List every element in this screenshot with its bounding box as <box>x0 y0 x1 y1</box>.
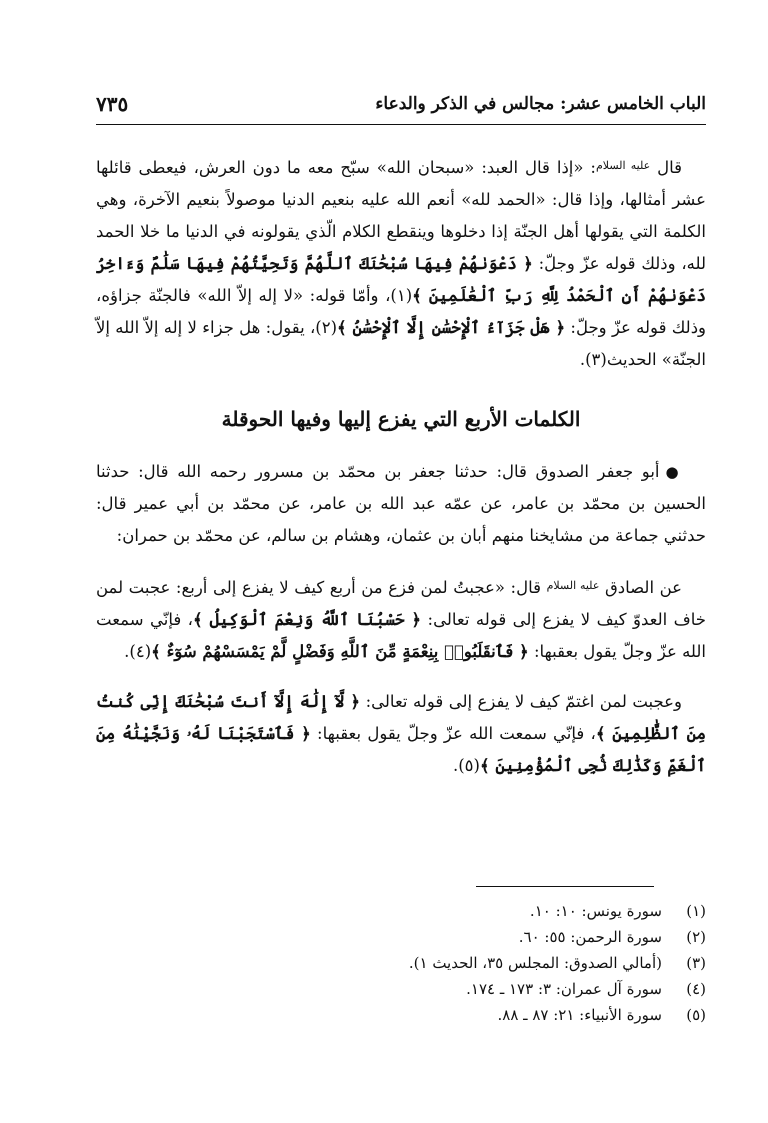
quran-verse: ﴿ لَّآ إِلَٰهَ إِلَّآ أَنتَ سُبْحَٰنَكَ إِنِّى كُنتُ مِنَ ٱلظَّٰلِمِينَ ﴾ <box>96 692 707 743</box>
footnote <box>96 950 706 976</box>
text-run: وعجبت لمن اغتمّ كيف لا يفزع إلى قوله تعالى: <box>360 692 682 711</box>
header-rule <box>96 124 706 125</box>
footnote-number: (١) <box>686 902 706 920</box>
salutation-mark: عليه السلام <box>546 579 600 592</box>
chapter-title: الباب الخامس عشر: مجالس في الذكر والدعاء <box>375 94 706 114</box>
footnote-text: سورة الرحمن: ٥٥: ٦٠. <box>518 928 662 946</box>
text-run: (٢)، يقول: هل جزاء لا إله إلاّ الله إلاّ الجنّة» الحديث(٣). <box>96 318 706 369</box>
text-run: قال: «عجبتُ لمن فزع من أربع كيف لا يفزع إلى أربع: عجبت لمن خاف العدوّ كيف لا يفزع إلى قوله تعالى: <box>96 578 706 629</box>
text-run: (٤). <box>124 642 152 661</box>
footnote-text: سورة الأنبياء: ٢١: ٨٧ ـ ٨٨. <box>497 1006 662 1024</box>
footnote-text: (أمالي الصدوق: المجلس ٣٥، الحديث ١). <box>408 954 662 972</box>
footnote-number: (٤) <box>686 980 706 998</box>
section-title: الكلمات الأربع التي يفزع إليها وفيها الحوقلة <box>221 407 581 431</box>
paragraph-4 <box>96 686 706 782</box>
footnote <box>96 976 706 1002</box>
footnote-text: سورة آل عمران: ٣: ١٧٣ ـ ١٧٤. <box>466 980 662 998</box>
footnote-number: (٣) <box>686 954 706 972</box>
bullet-icon: ● <box>665 463 682 481</box>
footnote-text: سورة يونس: ١٠: ١٠. <box>529 902 662 920</box>
running-header <box>96 84 706 124</box>
text-run: ، فإنّي سمعت الله عزّ وجلّ يقول بعقبها: <box>96 610 706 661</box>
paragraph-2 <box>96 456 706 552</box>
salutation-mark: عليه السلام <box>595 159 651 172</box>
text-run: (٥). <box>452 756 480 775</box>
footnote-rule <box>476 886 654 887</box>
footnote <box>96 1002 706 1028</box>
quran-verse: ﴿ هَلْ جَزَآءُ ٱلْإِحْسَٰنِ إِلَّا ٱلْإِحْسَٰنُ ﴾ <box>337 318 566 337</box>
page-number: ٧٣٥ <box>96 92 129 116</box>
footnote-number: (٥) <box>686 1006 706 1024</box>
footnote-number: (٢) <box>686 928 706 946</box>
footnote <box>96 898 706 924</box>
quran-verse: ﴿ حَسْبُنَا ٱللَّهُ وَنِعْمَ ٱلْوَكِيلُ ﴾ <box>193 610 422 629</box>
paragraph-3 <box>96 570 706 668</box>
footnotes <box>96 898 706 1028</box>
quran-verse: ﴿ دَعْوَىٰهُمْ فِيهَا سُبْحَٰنَكَ ٱللَّهُمَّ وَتَحِيَّتُهُمْ فِيهَا سَلَٰمٌ وَءَاخِرُ دَعْوَىٰهُمْ أَنِ ٱلْحَمْدُ لِلَّهِ رَبِّ ٱلْعَٰلَمِينَ ﴾ <box>96 254 706 305</box>
paragraph-1 <box>96 150 706 376</box>
text-run: : «إذا قال العبد: «سبحان الله» سبّح معه ما دون العرش، فيعطى قائلها عشر أمثالها، وإذا قال: «الحمد لله» أنعم الله عليه بنعيم الدنيا موصولاً بنعيم الآخرة، وهي الكلمة التي يقولها أهل الجنّة إذا دخلوها وينقطع الكلام الّذي يقولونه في الدنيا ما خلا الحمد لله، وذلك قوله عزّ وجلّ: <box>96 158 706 273</box>
text-run: قال <box>650 158 683 177</box>
text-run: عن الصادق <box>599 578 682 597</box>
quran-verse: ﴿ فَٱنقَلَبُوا۟ بِنِعْمَةٍ مِّنَ ٱللَّهِ وَفَضْلٍ لَّمْ يَمْسَسْهُمْ سُوٓءٌ ﴾ <box>151 642 529 661</box>
footnote <box>96 924 706 950</box>
text-run: (١)، وأمّا قوله: «لا إله إلاّ الله» فالجنّة جزاؤه، وذلك قوله عزّ وجلّ: <box>96 286 707 337</box>
text-run: ، فإنّي سمعت الله عزّ وجلّ يقول بعقبها: <box>310 724 596 743</box>
quran-verse: ﴿ فَٱسْتَجَبْنَا لَهُۥ وَنَجَّيْنَٰهُ مِنَ ٱلْغَمِّ وَكَذَٰلِكَ نُۨجِى ٱلْمُؤْمِنِينَ ﴾ <box>96 724 706 775</box>
text-run: أبو جعفر الصدوق قال: حدثنا جعفر بن محمّد بن مسرور رحمه الله قال: حدثنا الحسين بن محمّد بن عامر، عن عمّه عبد الله بن عامر، عن محمّد بن أبي عمير قال: حدثني جماعة من مشايخنا منهم أبان بن عثمان، وهشام بن سالم، عن محمّد بن حمران: <box>96 462 706 545</box>
main-text <box>96 150 706 782</box>
